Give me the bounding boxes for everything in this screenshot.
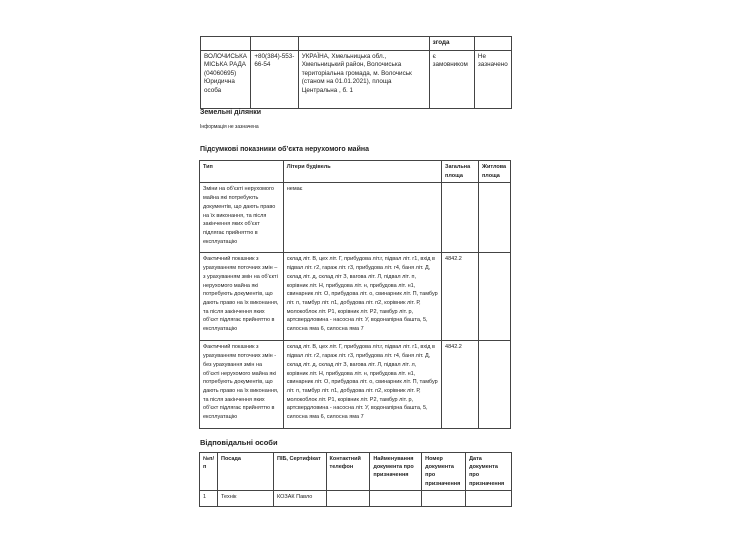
summary-type: Фактичний показник з урахуванням поточних змін – з урахуванням змін на об’єкті нерухомого майна які потребують документів, що дають право на їх виконання, та після закінчення яких об’єкт підлягає прийняттю в експлуатацію [200, 253, 284, 341]
summary-header-row [200, 161, 511, 183]
responsible-position: Технік [217, 491, 273, 507]
col-type: Тип [200, 161, 284, 183]
summary-heading: Підсумкові показники об’єкта нерухомого майна [200, 146, 370, 153]
owner-table-header-row [201, 37, 512, 51]
summary-living [478, 183, 510, 253]
responsible-phone [326, 491, 370, 507]
responsible-table [199, 452, 512, 507]
col-letters: Літери будівель [283, 161, 441, 183]
summary-letters: склад літ. В, цех літ. Г, прибудова літ.г, підвал літ. г1, вхід в підвал літ. г2, гараж літ. г3, прибудова літ. г4, баня літ. Д, склад літ. д, склад літ З, вагова літ. Л, підвал літ. п, корівник літ. Н, прибудова літ. н, прибудова літ. н1, свинарник літ. О, прибудова літ. о, свинарник літ. П, тамбур літ. п, тамбур літ. п1, добудова літ. п2, корівник літ. Р, молокоблок літ. Р1, корівник літ. Р2, тамбур літ. р, артсвердловина - насосна літ. У, водонапірна башта, 5, силосна яма 6, силосна яма 7 [283, 253, 441, 341]
summary-total [442, 183, 479, 253]
summary-letters: склад літ. В, цех літ. Г, прибудова літ.г, підвал літ. г1, вхід в підвал літ. г2, гараж літ. г3, прибудова літ. г4, баня літ. Д, склад літ. д, склад літ З, вагова літ. Л, підвал літ. л, корівник літ. Н, прибудова літ. н, прибудова літ. н1, свинарник літ. О, прибудова літ. о, свинарник літ. П, тамбур літ. п, тамбур літ. п1, добудова літ. п2, корівник літ. Р, молокоблок літ. Р1, корівник літ. Р2, тамбур літ. р, артсвердловина - насосна літ. У, водонапірна башта, 5, силосна яма 6, силосна яма 7 [283, 341, 441, 429]
col-number: №п/п [200, 453, 218, 491]
summary-total: 4842.2 [442, 253, 479, 341]
land-heading: Земельні ділянки [200, 109, 262, 116]
col-name-certificate: ПІБ, Сертифікат [274, 453, 327, 491]
owner-consent: є замовником [429, 50, 474, 108]
owner-table [200, 36, 512, 109]
col-total-area: Загальна площа [442, 161, 479, 183]
owner-row [201, 50, 512, 108]
responsible-doc-number [422, 491, 466, 507]
summary-letters: немає [283, 183, 441, 253]
col-doc-date: Дата документа про призначення [466, 453, 512, 491]
col-doc-number: Номер документа про призначення [422, 453, 466, 491]
summary-type: Зміни на об’єкті нерухомого майна які потребують документів, що дають право на їх виконання, та після закінчення яких об’єкт підлягає прийняттю в експлуатацію [200, 183, 284, 253]
summary-total: 4842.2 [442, 341, 479, 429]
responsible-number: 1 [200, 491, 218, 507]
summary-type: Фактичний показник з урахуванням поточних змін - без урахування змін на об’єкті нерухомого майна які потребують документів, що дають право на їх виконання, та після закінчення яких об’єкт підлягає прийняттю в експлуатацію [200, 341, 284, 429]
responsible-header-row [200, 453, 512, 491]
summary-row [200, 183, 511, 253]
responsible-doc-name [370, 491, 422, 507]
summary-row [200, 253, 511, 341]
responsible-heading: Відповідальні особи [200, 438, 278, 447]
col-position: Посада [217, 453, 273, 491]
col-living-area: Житлова площа [478, 161, 510, 183]
summary-row [200, 341, 511, 429]
land-note: Інформація не зазначена [200, 124, 259, 130]
summary-table [199, 160, 511, 429]
col-contact-phone: Контактний телефон [326, 453, 370, 491]
owner-address: УКРАЇНА, Хмельницька обл., Хмельницький район, Волочиська територіальна громада, м. Волочиськ (станом на 01.01.2021), площа Центральна , б. 1 [298, 50, 429, 108]
responsible-row [200, 491, 512, 507]
summary-living [478, 341, 510, 429]
responsible-doc-date [466, 491, 512, 507]
responsible-name: КОЗАК Павло [274, 491, 327, 507]
owner-note: Не зазначено [474, 50, 511, 108]
owner-name: ВОЛОЧИСЬКА МІСЬКА РАДА (04060695) Юридична особа [201, 50, 251, 108]
consent-header: згода [429, 37, 474, 51]
col-doc-name: Найменування документа про призначення [370, 453, 422, 491]
owner-phone: +80(384)-553-66-54 [251, 50, 298, 108]
summary-living [478, 253, 510, 341]
